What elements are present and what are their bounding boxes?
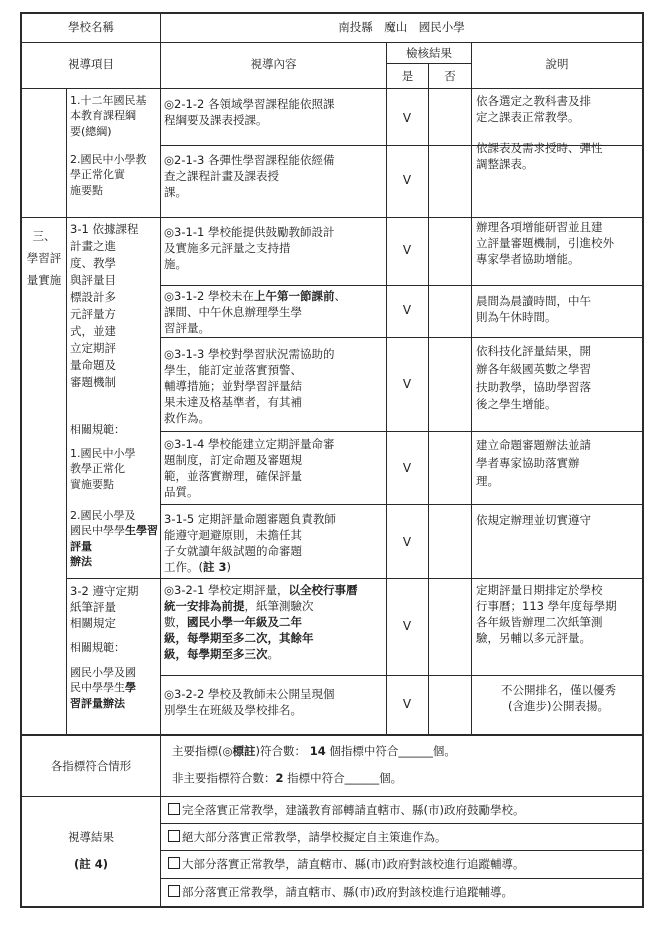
check-yes-3-1-2: V bbox=[402, 303, 412, 317]
school-name-label: 學校名稱 bbox=[68, 20, 114, 34]
ref-curriculum-guidelines: 1.十二年國民基 本教育課程綱 要(總綱) bbox=[70, 94, 147, 138]
checkbox-icon[interactable] bbox=[168, 857, 180, 869]
indicator-3-1-5: 3-1-5 定期評量命題審題負責教師 能遵守迴避原則，未擔任其 子女就讀年級試題的命審題 工作。(註 3) bbox=[164, 512, 336, 575]
indicator-3-1-3: ◎3-1-3 學校對學習狀況需協助的 學生，能訂定並落實預警、 輔導措施；並對學習評量結 果未達及格基準者，有其補 救作為。 bbox=[164, 347, 335, 426]
desc-3-1-3: 依科技化評量結果，開 辦各年級國英數之學習 扶助教學，協助學習落 後之學生增能。 bbox=[476, 344, 591, 412]
col-yes-header: 是 bbox=[401, 69, 414, 83]
section-3-1-ref1: 1.國民中小學 教學正常化 實施要點 bbox=[70, 447, 136, 491]
col-check-header: 檢核結果 bbox=[406, 46, 452, 60]
desc-3-2-2: 不公開排名，僅以優秀 (含進步)公開表揚。 bbox=[501, 683, 616, 714]
section-3-1-title: 3-1 依據課程 計畫之進 度、教學 與評量目 標設計多 元評量方 式，並建 立定期評 量命題及 審題機制 bbox=[70, 222, 139, 390]
col-no-header: 否 bbox=[444, 69, 456, 83]
result-option-3[interactable]: 大部分落實正常教學，請直轄市、縣(市)政府對該校進行追蹤輔導。 bbox=[168, 856, 638, 872]
section-3-1-refs-label: 相關規範： bbox=[70, 423, 125, 436]
desc-3-1-5: 依規定辦理並切實遵守 bbox=[476, 513, 591, 527]
section-3-2-title: 3-2 遵守定期 紙筆評量 相關規定 bbox=[70, 584, 139, 631]
result-option-1[interactable]: 完全落實正常教學，建議教育部轉請直轄市、縣(市)政府鼓勵學校。 bbox=[168, 802, 638, 818]
section-3-2-ref: 國民小學及國 民中學學生學 習評量辦法 bbox=[70, 666, 136, 710]
col-desc-header: 說明 bbox=[545, 57, 569, 71]
desc-3-2-1: 定期評量日期排定於學校 行事曆；113 學年度每學期 各年級皆辦理二次紙筆測 驗，另輔以多元評量。 bbox=[476, 583, 617, 646]
section-3-label: 三、 學習評 量實施 bbox=[26, 229, 62, 287]
checkbox-icon[interactable] bbox=[168, 803, 180, 815]
col-item-header: 視導項目 bbox=[68, 57, 114, 71]
check-yes-3-1-3: V bbox=[402, 377, 412, 391]
check-yes-3-2-2: V bbox=[402, 697, 412, 711]
checkbox-icon[interactable] bbox=[168, 830, 180, 842]
ref-teaching-normalization: 2.國民中小學教 學正常化實 施要點 bbox=[70, 153, 147, 197]
desc-2-1-3: 依課表及需求授時、彈性 調整課表。 bbox=[476, 141, 603, 172]
indicator-2-1-2: ◎2-1-2 各領域學習課程能依照課 程綱要及課表授課。 bbox=[164, 97, 335, 128]
result-option-2[interactable]: 絕大部分落實正常教學，請學校擬定自主策進作為。 bbox=[168, 829, 638, 845]
check-yes-3-1-1: V bbox=[402, 243, 412, 257]
check-yes-2-1-3: V bbox=[402, 173, 412, 187]
desc-2-1-2: 依各選定之教科書及排 定之課表正常教學。 bbox=[476, 94, 591, 125]
checkbox-icon[interactable] bbox=[168, 885, 180, 897]
indicator-3-2-2: ◎3-2-2 學校及教師未公開呈現個 別學生在班級及學校排名。 bbox=[164, 687, 335, 718]
section-3-1-ref2: 2.國民小學及 國民中學學生學習評量 辦法 bbox=[70, 509, 158, 569]
col-content-header: 視導內容 bbox=[250, 57, 297, 71]
check-yes-3-1-5: V bbox=[402, 535, 412, 549]
compliance-label: 各指標符合情形 bbox=[50, 759, 132, 773]
result-note: (註 4) bbox=[73, 857, 109, 871]
indicator-3-1-4: ◎3-1-4 學校能建立定期評量命審 題制度，訂定命題及審題規 範，並落實辦理，確保評量 品質。 bbox=[164, 437, 335, 500]
check-yes-3-2-1: V bbox=[402, 619, 412, 633]
check-yes-3-1-4: V bbox=[402, 461, 412, 475]
check-yes-2-1-2: V bbox=[402, 111, 412, 125]
result-label: 視導結果 bbox=[68, 830, 114, 844]
compliance-non-main: 非主要指標符合數：2 指標中符合______個。 bbox=[172, 771, 403, 785]
desc-3-1-2: 晨間為晨讀時間，中午 則為午休時間。 bbox=[476, 294, 591, 325]
result-option-4[interactable]: 部分落實正常教學，請直轄市、縣(市)政府對該校進行追蹤輔導。 bbox=[168, 884, 638, 900]
indicator-3-1-1: ◎3-1-1 學校能提供鼓勵教師設計 及實施多元評量之支持措 施。 bbox=[164, 225, 335, 272]
desc-3-1-4: 建立命題審題辦法並請 學者專家協助落實辦 理。 bbox=[476, 438, 591, 488]
desc-3-1-1: 辦理各項增能研習並且建 立評量審題機制，引進校外 專家學者協助增能。 bbox=[476, 220, 614, 267]
section-3-2-refs-label: 相關規範： bbox=[70, 641, 125, 654]
compliance-main: 主要指標(◎標註)符合數： 14 個指標中符合______個。 bbox=[172, 744, 456, 758]
indicator-2-1-3: ◎2-1-3 各彈性學習課程能依經備 查之課程計畫及課表授 課。 bbox=[164, 153, 335, 200]
indicator-3-2-1: ◎3-2-1 學校定期評量，以全校行事曆 統一安排為前提，紙筆測驗次 數，國民小學一年級及二年 級，每學期至多二次，其餘年 級，每學期至多三次。 bbox=[164, 583, 358, 662]
indicator-3-1-2: ◎3-1-2 學校未在上午第一節課前、 課間、中午休息辦理學生學 習評量。 bbox=[164, 289, 346, 336]
school-name-value: 南投縣 魔山 國民小學 bbox=[338, 20, 465, 34]
